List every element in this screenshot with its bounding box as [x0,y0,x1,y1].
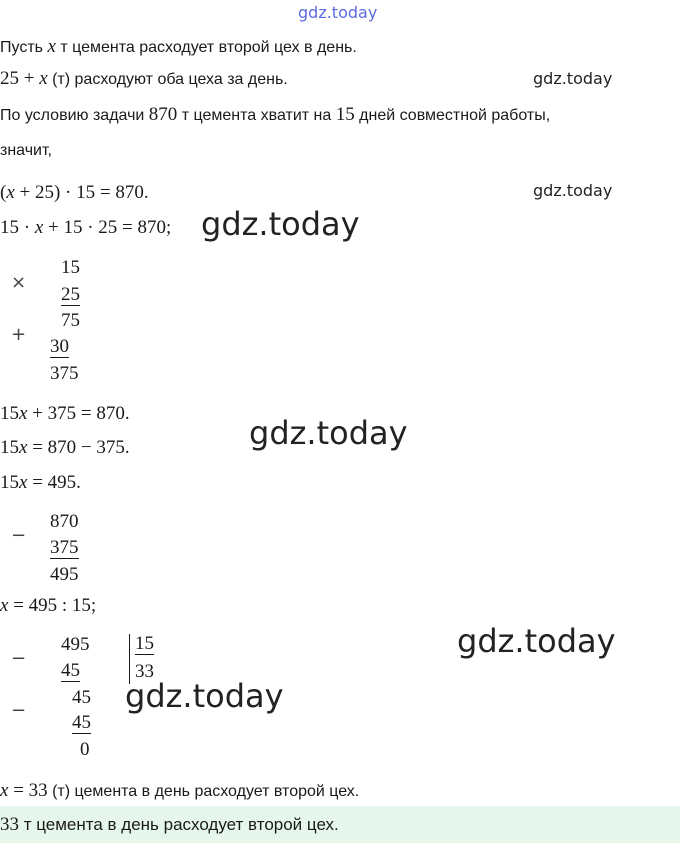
division-bracket-vertical [129,634,130,684]
eq-part: = 495. [27,472,81,493]
mul-factor-b: 25 [61,284,80,305]
math-expr: 25 + [0,68,40,89]
div-divisor: 15 [135,633,154,654]
eq-part: 15 [0,437,19,458]
answer-label: т цемента в день расходует второй цех. [19,815,339,834]
plus-sign: + [11,324,27,345]
var-x: x [39,68,48,89]
watermark-large-3: gdz.today [457,622,616,660]
eq-part: 15 [0,472,19,493]
equation-4 [0,437,130,459]
watermark-small-1: gdz.today [533,69,613,88]
mul-factor-a: 15 [61,257,80,278]
number-870: 870 [148,104,178,125]
var-x: x [0,595,9,616]
sub-minuend: 870 [50,511,79,532]
div-quotient: 33 [135,661,154,682]
equation-6 [0,595,96,617]
text-line-1 [0,36,357,58]
watermark-large-2: gdz.today [249,414,408,452]
var-x: x [47,36,56,57]
minus-sign: − [11,648,27,669]
number-15: 15 [335,104,355,125]
eq-part: 15 [0,403,19,424]
var-x: x [6,182,15,203]
equation-2 [0,217,171,239]
var-x: x [19,472,28,493]
mul-partial-2: 30 [50,336,69,357]
answer-text [0,814,339,836]
text-line-3-pre: По условию задачи [0,107,149,124]
text-line-2 [0,68,288,90]
sub-subtrahend: 375 [50,537,79,558]
text-line-3-mid: т цемента хватит на [177,107,336,124]
div-remainder-2: 0 [80,739,90,760]
watermark-small-2: gdz.today [533,181,613,200]
equation-3 [0,403,130,425]
sub-result: 495 [50,564,79,585]
eq-part: + 25) · 15 = 870. [14,182,149,203]
mul-partial-1: 75 [61,310,80,331]
var-x: x [34,217,44,238]
eq-part: = 870 − 375. [27,437,130,458]
var-x: x [0,780,9,801]
answer-box [0,806,680,843]
text-line-2-post: (т) расходуют оба цеха за день. [47,71,288,88]
div-remainder-1: 45 [72,687,91,708]
watermark-top: gdz.today [298,3,378,22]
text-line-1-post: т цемента расходует второй цех в день. [55,39,357,56]
minus-sign: − [11,700,27,721]
div-subtract-2: 45 [72,712,91,733]
mul-result: 375 [50,363,79,384]
eq-part: = 495 : 15; [8,595,97,616]
result-line [0,780,359,802]
watermark-large-1: gdz.today [201,205,360,243]
text-line-4: значит, [0,142,52,159]
minus-sign: − [11,525,27,546]
equation-1 [0,182,149,204]
text-line-3-post: дней совместной работы, [354,107,551,124]
times-sign: × [11,272,27,293]
eq-part: + 15 · 25 = 870; [43,217,172,238]
div-subtract-1: 45 [61,660,80,681]
answer-number: 33 [0,814,19,835]
eq-part: ( [0,182,7,203]
equation-5 [0,472,81,494]
result-value: = 33 [8,780,48,801]
div-dividend: 495 [61,634,90,655]
var-x: x [19,403,28,424]
text-line-1-pre: Пусть [0,39,48,56]
eq-part: + 375 = 870. [27,403,130,424]
watermark-large-4: gdz.today [125,677,284,715]
result-text: (т) цемента в день расходует второй цех. [47,783,360,800]
text-line-3 [0,104,550,126]
var-x: x [19,437,28,458]
eq-part: 15 · [0,217,35,238]
